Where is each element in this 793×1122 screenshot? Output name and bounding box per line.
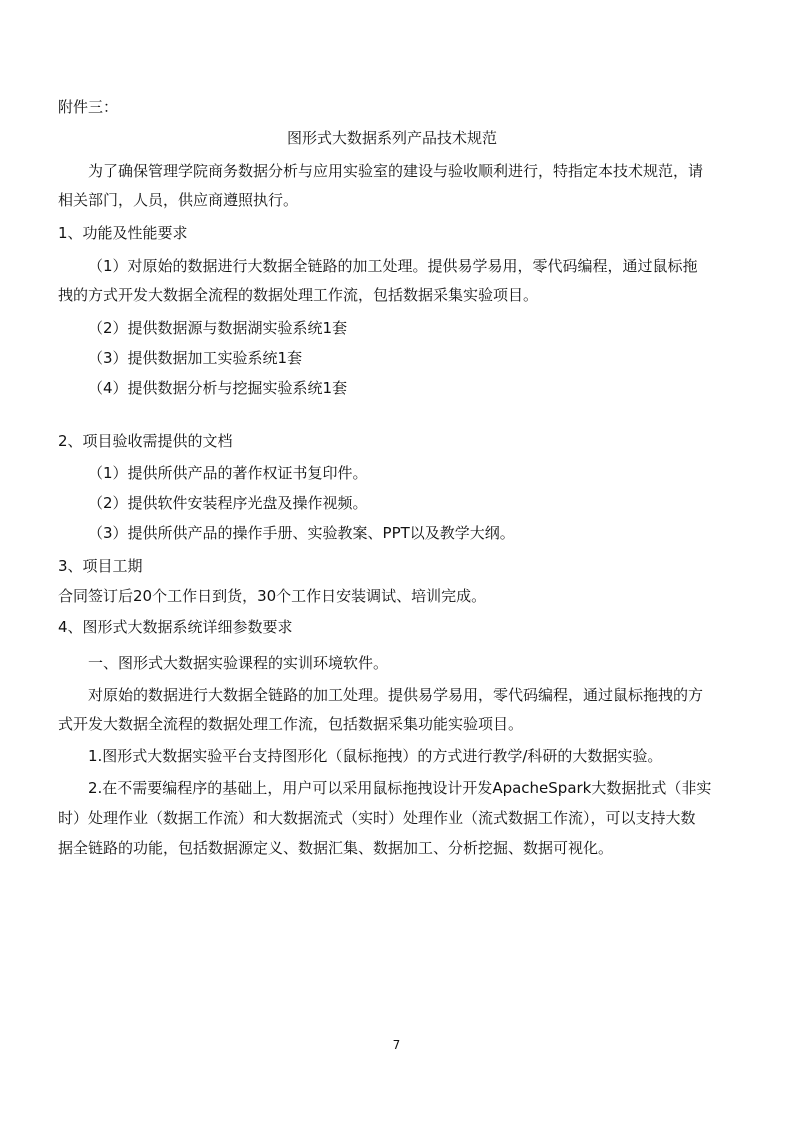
section2-item3: （3）提供所供产品的操作手册、实验教案、PPT以及教学大纲。: [88, 524, 515, 542]
section1-item1-line2: 拽的方式开发大数据全流程的数据处理工作流，包括数据采集实验项目。: [58, 286, 539, 304]
section3-heading: 3、项目工期: [58, 557, 143, 575]
attachment-label: 附件三：: [58, 98, 119, 116]
section4-para-line2: 式开发大数据全流程的数据处理工作流，包括数据采集功能实验项目。: [58, 715, 524, 733]
intro-line-2: 相关部门，人员，供应商遵照执行。: [58, 191, 299, 209]
page-number: 7: [392, 1038, 401, 1052]
section4-para-line1: 对原始的数据进行大数据全链路的加工处理。提供易学易用，零代码编程，通过鼠标拖拽的方: [88, 686, 704, 704]
section1-heading: 1、功能及性能要求: [58, 224, 188, 242]
section4-sub-heading: 一、图形式大数据实验课程的实训环境软件。: [88, 654, 389, 672]
section1-item1-line1: （1）对原始的数据进行大数据全链路的加工处理。提供易学易用，零代码编程，通过鼠标拖: [88, 257, 698, 275]
section4-heading: 4、图形式大数据系统详细参数要求: [58, 618, 293, 636]
section1-item4: （4）提供数据分析与挖掘实验系统1套: [88, 379, 348, 397]
section2-item1: （1）提供所供产品的著作权证书复印件。: [88, 464, 368, 482]
section4-point2-line3: 据全链路的功能，包括数据源定义、数据汇集、数据加工、分析挖掘、数据可视化。: [58, 839, 614, 857]
section1-item3: （3）提供数据加工实验系统1套: [88, 349, 303, 367]
section2-heading: 2、项目验收需提供的文档: [58, 432, 233, 450]
section3-text: 合同签订后20个工作日到货，30个工作日安装调试、培训完成。: [58, 587, 487, 605]
section4-point2-line1: 2.在不需要编程序的基础上，用户可以采用鼠标拖拽设计开发ApacheSpark大数据批式（非实: [88, 779, 712, 797]
intro-line-1: 为了确保管理学院商务数据分析与应用实验室的建设与验收顺利进行，特指定本技术规范，请: [88, 162, 704, 180]
section1-item2: （2）提供数据源与数据湖实验系统1套: [88, 319, 348, 337]
section4-point1: 1.图形式大数据实验平台支持图形化（鼠标拖拽）的方式进行教学/科研的大数据实验。: [88, 747, 663, 765]
document-title: 图形式大数据系列产品技术规范: [287, 129, 498, 147]
section2-item2: （2）提供软件安装程序光盘及操作视频。: [88, 494, 368, 512]
section4-point2-line2: 时）处理作业（数据工作流）和大数据流式（实时）处理作业（流式数据工作流），可以支持大数: [58, 809, 696, 827]
